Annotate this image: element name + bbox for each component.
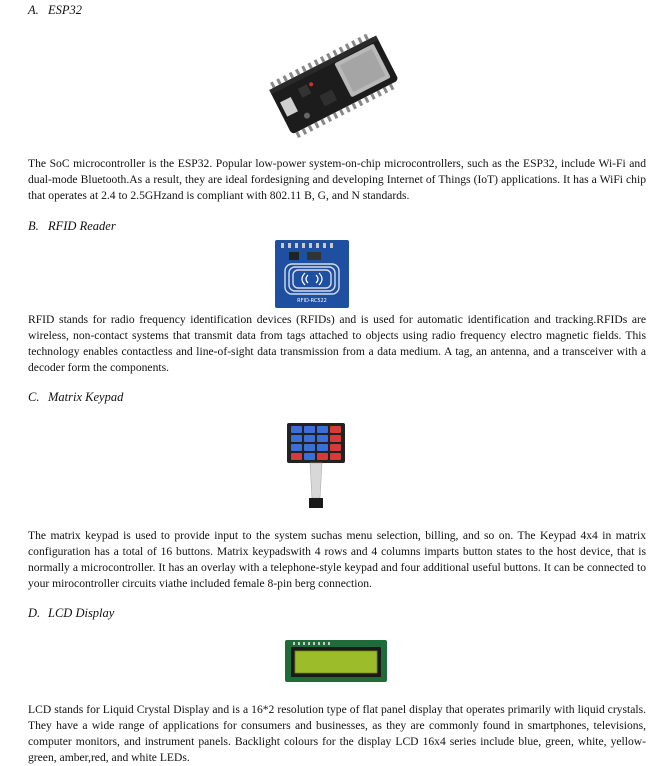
section-title: ESP32	[48, 3, 83, 17]
rfid-module-text: RFID-RC522	[297, 298, 327, 304]
section-paragraph-lcd: LCD stands for Liquid Crystal Display and is a 16*2 resolution type of flat panel display that operates primarily with liquid crystals. They have a wide range of applications for consumers and businesses, as they are commonly found in smartphones, televisions, computer monitors, and instrument panels. Backlight colours for the display LCD 16x4 series include blue, green, white, yellow-green, amber,red, and white LEDs.	[28, 703, 646, 764]
section-title: RFID Reader	[48, 219, 116, 233]
lcd-image	[285, 640, 387, 682]
section-paragraph-rfid: RFID stands for radio frequency identification devices (RFIDs) and is used for automatic identification and tracking.RFIDs are wireless, non-contact systems that transmit data from tags attached to objects using radio frequency electro magnetic fields. This technology enables contactless and line-of-sight data transmission from a data medium. A tag, an antenna, and a transceiver with a decoder form the components.	[28, 313, 646, 374]
section-paragraph-keypad: The matrix keypad is used to provide input to the system suchas menu selection, billing, and so on. The Keypad 4x4 in matrix configuration has a total of 16 buttons. Matrix keypadswith 4 rows and 4 columns imparts button states to the host device, that is normally a microcontroller. It has an overlay with a telephone-style keypad and four additional useful buttons. It can be connected to your mirocontroller circuits viathe included female 8-pin berg connection.	[28, 529, 646, 590]
section-letter: D.	[28, 606, 41, 620]
esp32-image	[266, 30, 402, 140]
keypad-image	[286, 422, 346, 510]
section-paragraph-esp32: The SoC microcontroller is the ESP32. Popular low-power system-on-chip microcontrollers, such as the ESP32, include Wi-Fi and dual-mode Bluetooth.As a result, they are ideal fordesigning and developing Internet of Things (IoT) applications. It has a WiFi chip that operates at 2.4 to 2.5GHzand is compliant with 802.11 B, G, and N standards.	[28, 157, 646, 202]
section-letter: A.	[28, 3, 39, 17]
section-title: LCD Display	[48, 606, 115, 620]
section-heading-esp32	[28, 3, 82, 18]
section-letter: C.	[28, 390, 40, 404]
section-heading-keypad	[28, 390, 123, 405]
section-letter: B.	[28, 219, 39, 233]
section-title: Matrix Keypad	[48, 390, 124, 404]
section-heading-lcd	[28, 606, 114, 621]
section-heading-rfid	[28, 219, 116, 234]
rfid-image	[275, 240, 349, 308]
